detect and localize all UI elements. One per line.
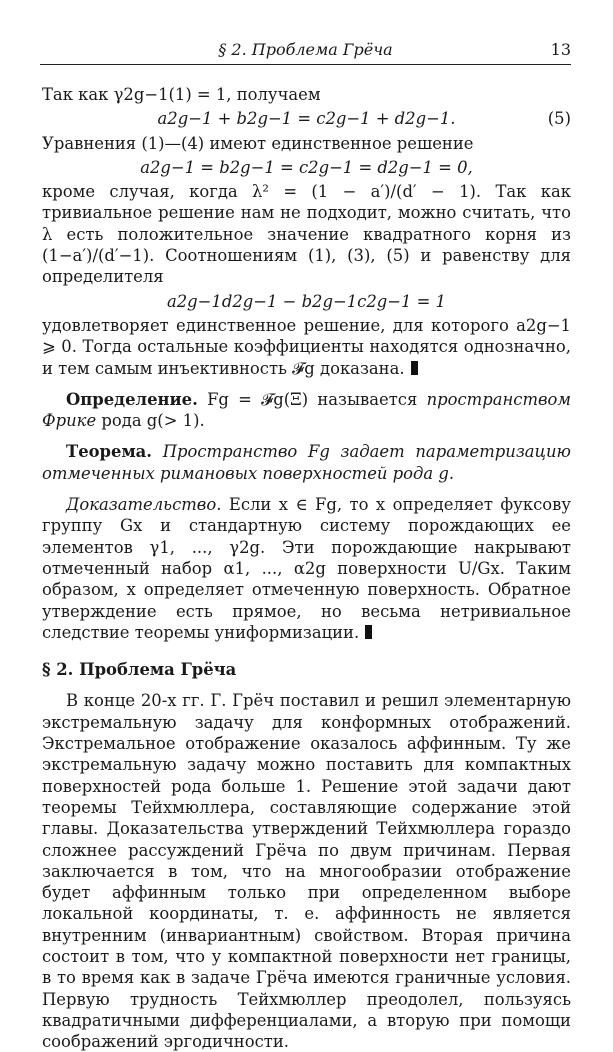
conclusion-text: удовлетворяет единственное решение, для которого a2g−1 ⩾ 0. Тогда остальные коэффициенты находятся однозначно, и тем самым инъективность 𝓕g доказана.: [42, 315, 571, 378]
page-body: [42, 84, 571, 1052]
definition-term: пространством Фрике: [42, 389, 571, 431]
proof-label: Доказательство.: [66, 495, 222, 515]
definition-text: Fg = 𝓕g(Ξ) называется: [207, 389, 418, 409]
section-heading: § 2. Проблема Грёча: [42, 660, 237, 680]
spacer: [42, 643, 571, 659]
spacer: [42, 379, 571, 389]
page-number: 13: [550, 40, 571, 59]
intro-line: Так как γ2g−1(1) = 1, получаем: [42, 85, 321, 104]
equation-zero: a2g−1 = b2g−1 = c2g−1 = d2g−1 = 0,: [140, 157, 473, 177]
theorem-label: Теорема.: [66, 442, 153, 462]
qed-mark: [365, 625, 372, 639]
paragraph-lambda: кроме случая, когда λ² = (1 − a′)/(d′ − 1). Так как тривиальное решение нам не подходит, можно считать, что λ есть положительное значение квадратного корня из (1−a′)/(d′−1). Соотношениям (1), (3), (5) и равенству для определителя: [42, 182, 571, 287]
running-title: § 2. Проблема Грёча: [218, 40, 393, 59]
paragraph-conclusion: [42, 315, 571, 379]
spacer: [42, 680, 571, 690]
definition-label: Определение.: [66, 389, 198, 409]
proof-text: Если x ∈ Fg, то x определяет фуксову группу Gx и стандартную систему порождающих ее элементов γ1, ..., γ2g. Эти порождающие накрывают отмеченный набор α1, ..., α2g поверхности U/Gx. Таким образом, x определяет отмеченную поверхность. Обратное утверждение есть прямое, но весьма нетривиальное следствие теоремы униформизации.: [42, 495, 571, 642]
equation-determinant: a2g−1d2g−1 − b2g−1c2g−1 = 1: [166, 291, 446, 311]
section-paragraph: В конце 20-х гг. Г. Грёч поставил и решил элементарную экстремальную задачу для конформных отображений. Экстремальное отображение оказалось аффинным. Ту же экстремальную задачу можно поставить для компактных поверхностей рода больше 1. Решение этой задачи дают теоремы Тейхмюллера, составляющие содержание этой главы. Доказательства утверждений Тейхмюллера гораздо сложнее рассуждений Грёча по двум причинам. Первая заключается в том, что на многообразии отображение будет аффинным только при определенном выборе локальной координаты, т. е. аффинность не является внутренним (инвариантным) свойством. Вторая причина состоит в том, что у компактной поверхности нет границы, в то время как в задаче Грёча имеются граничные условия. Первую трудность Тейхмюллер преодолел, пользуясь квадратичными дифференциалами, а вторую при помощи соображений эргодичности.: [42, 691, 571, 1052]
theorem: [42, 441, 571, 484]
equation-5-text: a2g−1 + b2g−1 = c2g−1 + d2g−1.: [157, 109, 456, 129]
spacer: [42, 484, 571, 494]
spacer: [42, 431, 571, 441]
qed-mark: [411, 361, 418, 375]
equation-5-number: (5): [547, 109, 571, 129]
equation-5: [42, 108, 571, 129]
paragraph-uniqueness: Уравнения (1)—(4) имеют единственное решение: [42, 133, 474, 153]
running-header: [40, 38, 571, 65]
theorem-text: Пространство Fg задает параметризацию отмеченных римановых поверхностей рода g.: [42, 442, 571, 483]
proof: [42, 494, 571, 643]
definition: [42, 389, 571, 432]
definition-tail: рода g(> 1).: [101, 411, 205, 431]
